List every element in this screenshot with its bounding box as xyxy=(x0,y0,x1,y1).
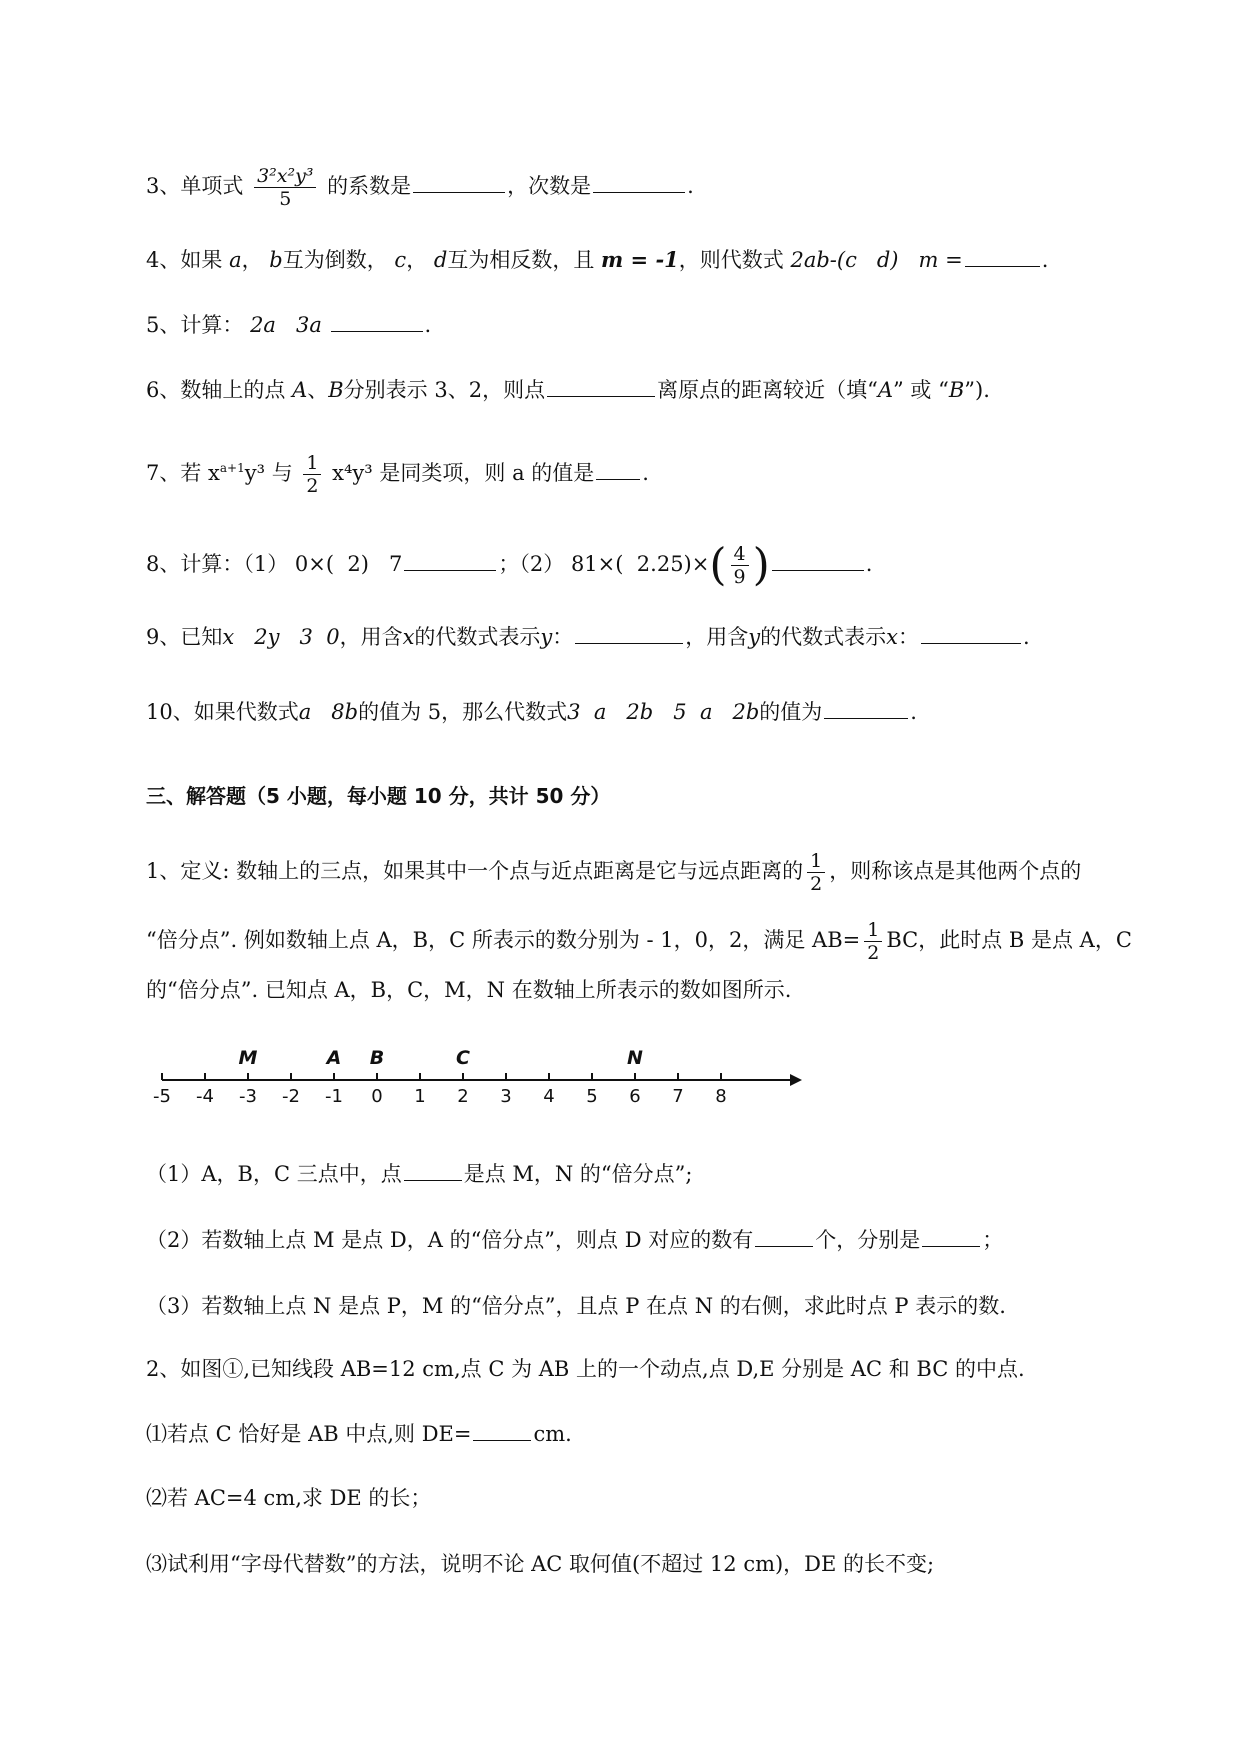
problem-1-line-1: 1、定义: 数轴上的三点，如果其中一个点与近点距离是它与远点距离的 $\frac{1}{2}$ ，则称该点是其他两个点的 xyxy=(146,850,1082,895)
problem-1-line-3: 的“倍分点”. 已知点 A，B，C，M，N 在数轴上所表示的数如图所示. xyxy=(146,978,792,1002)
question-6: 6、数轴上的点 A、B分别表示 3、2，则点 离原点的距离较近（填“A” 或 “B”). xyxy=(146,378,990,402)
question-3: 3、单项式 $\frac{\text{3²x²y³}}{5}$ 的系数是 ，次数是 . xyxy=(146,165,694,210)
problem-1-line-2: “倍分点”. 例如数轴上点 A，B，C 所表示的数分别为 - 1，0，2，满足 AB= $\frac{1}{2}$ BC，此时点 B 是点 A，C xyxy=(146,919,1132,964)
answer-blank[interactable] xyxy=(824,702,908,719)
question-9: 9、已知x 2y 3 0，用含x的代数式表示y： ，用含y的代数式表示x： . xyxy=(146,625,1030,649)
question-7: 7、若 $x^{a+1}y^3$ 与 $\frac{1}{2}$ x⁴y³ 是同类项，则 a 的值是 . xyxy=(146,452,649,497)
problem-1-sub-2: （2）若数轴上点 M 是点 D，A 的“倍分点”，则点 D 对应的数有 个，分别是 ； xyxy=(146,1228,1004,1252)
number-line-tick-label: -2 xyxy=(282,1086,300,1107)
answer-blank[interactable] xyxy=(921,627,1021,644)
section-heading: 三、解答题（5 小题，每小题 10 分，共计 50 分） xyxy=(146,784,611,808)
answer-blank[interactable] xyxy=(575,627,683,644)
problem-1-sub-3: （3）若数轴上点 N 是点 P，M 的“倍分点”，且点 P 在点 N 的右侧，求此时点 P 表示的数. xyxy=(146,1294,1006,1318)
answer-blank[interactable] xyxy=(404,554,496,571)
number-line-tick-label: -5 xyxy=(153,1086,171,1107)
arrow-head-icon xyxy=(790,1074,802,1086)
problem-2-sub-1: ⑴若点 C 恰好是 AB 中点,则 DE= cm. xyxy=(146,1422,572,1446)
number-line xyxy=(150,1040,810,1110)
question-5: 5、计算： 2a 3a . xyxy=(146,313,432,337)
number-line-point-label: N xyxy=(627,1047,643,1069)
answer-blank[interactable] xyxy=(331,315,423,332)
answer-blank[interactable] xyxy=(596,463,640,480)
problem-2-sub-3: ⑶试利用“字母代替数”的方法，说明不论 AC 取何值(不超过 12 cm)，DE 的长不变; xyxy=(146,1552,935,1576)
fraction: $\frac{4}{9}$ xyxy=(731,543,749,588)
number-line-point-label: M xyxy=(238,1047,258,1069)
question-4: 4、如果 a， b互为倒数， c， d互为相反数，且 m = -1，则代数式 2ab-(c d) m = . xyxy=(146,247,1049,272)
fraction: $\frac{1}{2}$ xyxy=(303,452,321,497)
answer-blank[interactable] xyxy=(413,176,505,193)
number-line-point-label: B xyxy=(369,1047,385,1069)
answer-blank[interactable] xyxy=(473,1424,531,1441)
number-line-tick-label: -1 xyxy=(325,1086,343,1107)
number-line-point-label: C xyxy=(456,1047,470,1069)
number-line-point-label: A xyxy=(326,1047,342,1069)
number-line-tick-label: 0 xyxy=(371,1086,383,1107)
answer-blank[interactable] xyxy=(965,250,1040,267)
number-line-tick-label: 6 xyxy=(629,1086,641,1107)
number-line-tick-label: 1 xyxy=(414,1086,426,1107)
fraction: $\frac{1}{2}$ xyxy=(807,850,825,895)
fraction: $\frac{\text{3²x²y³}}{5}$ xyxy=(254,165,316,210)
number-line-tick-label: 4 xyxy=(543,1086,555,1107)
number-line-tick-label: -4 xyxy=(196,1086,214,1107)
answer-blank[interactable] xyxy=(404,1164,462,1181)
question-8: 8、计算：（1） 0×( 2) 7 ；（2） 81×( 2.25)×( $\frac{4}{9}$ ) . xyxy=(146,539,873,591)
problem-2-line-1: 2、如图①,已知线段 AB=12 cm,点 C 为 AB 上的一个动点,点 D,E 分别是 AC 和 BC 的中点. xyxy=(146,1357,1025,1381)
question-10: 10、如果代数式a 8b的值为 5，那么代数式3 a 2b 5 a 2b的值为 . xyxy=(146,700,917,724)
answer-blank[interactable] xyxy=(755,1230,813,1247)
fraction: $\frac{1}{2}$ xyxy=(864,919,882,964)
answer-blank[interactable] xyxy=(922,1230,980,1247)
answer-blank[interactable] xyxy=(593,176,685,193)
number-line-tick-label: 3 xyxy=(500,1086,512,1107)
number-line-tick-label: 5 xyxy=(586,1086,598,1107)
answer-blank[interactable] xyxy=(772,554,864,571)
answer-blank[interactable] xyxy=(547,380,655,397)
number-line-tick-label: 8 xyxy=(715,1086,727,1107)
problem-1-sub-1: （1）A，B，C 三点中，点 是点 M，N 的“倍分点”; xyxy=(146,1162,693,1186)
number-line-tick-label: -3 xyxy=(239,1086,257,1107)
problem-2-sub-2: ⑵若 AC=4 cm,求 DE 的长； xyxy=(146,1486,432,1510)
number-line-tick-label: 2 xyxy=(457,1086,469,1107)
number-line-tick-label: 7 xyxy=(672,1086,684,1107)
